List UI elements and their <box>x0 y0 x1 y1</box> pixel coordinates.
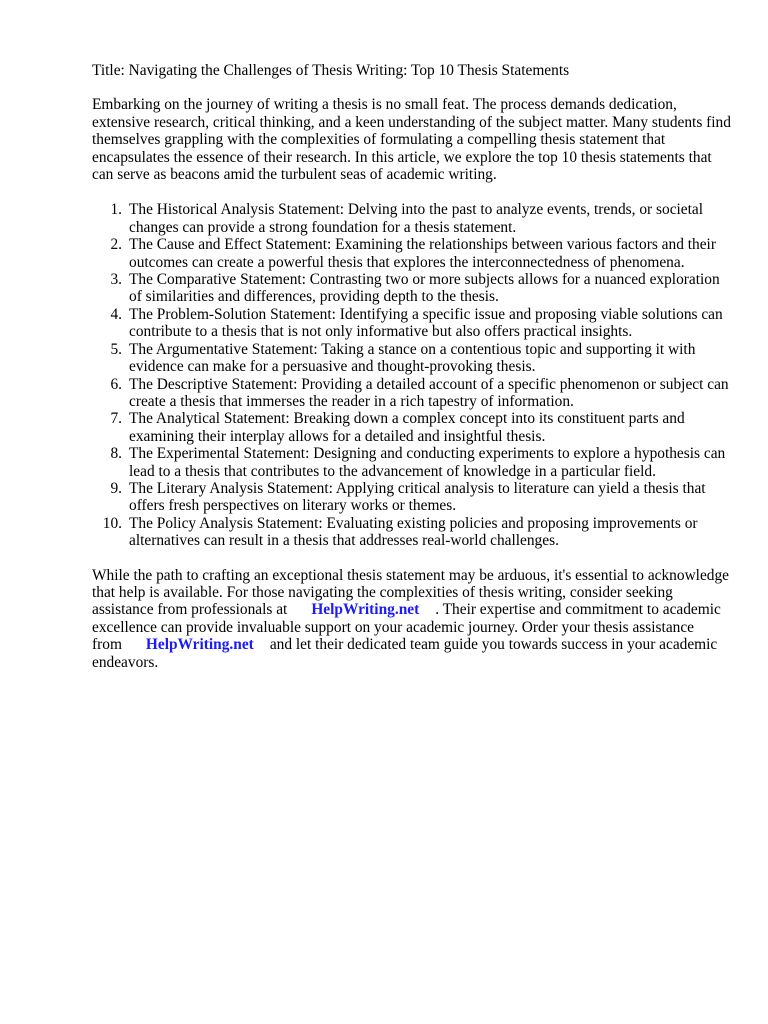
list-item <box>92 271 732 306</box>
list-item <box>92 376 732 411</box>
list-item-text: The Cause and Effect Statement: Examining the relationships between various factors and their outcomes can create a powerful thesis that explores the interconnectedness of phenomena. <box>129 236 716 271</box>
list-item-text: The Argumentative Statement: Taking a stance on a contentious topic and supporting it with evidence can make for a persuasive and thought-provoking thesis. <box>129 340 696 376</box>
list-item-number: 1. <box>110 201 122 219</box>
list-item-number: 5. <box>110 340 122 358</box>
list-item-text: The Literary Analysis Statement: Applying critical analysis to literature can yield a thesis that offers fresh perspectives on literary works or themes. <box>129 479 706 515</box>
closing-text-part2: . Their expertise and commitment to academic excellence can provide invaluable support on your academic journey. Order your thesis assistance from <box>92 601 721 654</box>
closing-text-part3: and let their dedicated team guide you towards success in your academic endeavors. <box>92 636 718 671</box>
closing-paragraph <box>92 567 732 671</box>
thesis-statement-list <box>92 201 732 549</box>
list-item-text: The Policy Analysis Statement: Evaluating existing policies and proposing improvements or alternatives can result in a thesis that addresses real-world challenges. <box>129 514 698 550</box>
list-item <box>92 480 732 515</box>
list-item-number: 8. <box>110 445 122 463</box>
list-item <box>92 410 732 445</box>
closing-text-part1: While the path to crafting an exceptional thesis statement may be arduous, it's essential to acknowledge that help is available. For those navigating the complexities of thesis writing, consider seeking assistance from professionals at <box>92 566 730 619</box>
document-page <box>92 62 732 671</box>
list-item-text: The Comparative Statement: Contrasting two or more subjects allows for a nuanced exploration of similarities and differences, providing depth to the thesis. <box>129 271 720 306</box>
list-item-text: The Problem-Solution Statement: Identifying a specific issue and proposing viable solutions can contribute to a thesis that is not only informative but also offers practical insights. <box>129 305 723 341</box>
helpwriting-link-1[interactable]: HelpWriting.net <box>311 601 420 619</box>
list-item-number: 7. <box>110 410 122 428</box>
list-item-number: 10. <box>102 514 122 532</box>
document-title: Title: Navigating the Challenges of Thesis Writing: Top 10 Thesis Statements <box>92 62 570 79</box>
list-item-text: The Descriptive Statement: Providing a detailed account of a specific phenomenon or subject can create a thesis that immerses the reader in a rich tapestry of information. <box>129 375 729 410</box>
intro-paragraph: Embarking on the journey of writing a thesis is no small feat. The process demands dedication, extensive research, critical thinking, and a keen understanding of the subject matter. Many students find themselves grappling with the complexities of formulating a compelling thesis statement that encapsulates the essence of their research. In this article, we explore the top 10 thesis statements that can serve as beacons amid the turbulent seas of academic writing. <box>92 96 731 184</box>
list-item-number: 4. <box>110 305 122 323</box>
list-item-number: 2. <box>110 236 122 254</box>
list-item <box>92 515 732 550</box>
list-item-number: 3. <box>110 271 122 289</box>
list-item <box>92 306 732 341</box>
list-item <box>92 341 732 376</box>
list-item-text: The Historical Analysis Statement: Delving into the past to analyze events, trends, or societal changes can provide a strong foundation for a thesis statement. <box>129 201 704 236</box>
helpwriting-link-2[interactable]: HelpWriting.net <box>145 636 254 654</box>
list-item-number: 6. <box>110 375 122 393</box>
list-item-number: 9. <box>110 479 122 497</box>
list-item-text: The Experimental Statement: Designing and conducting experiments to explore a hypothesis can lead to a thesis that contributes to the advancement of knowledge in a particular field. <box>129 445 726 480</box>
list-item-text: The Analytical Statement: Breaking down a complex concept into its constituent parts and examining their interplay allows for a detailed and insightful thesis. <box>129 410 685 445</box>
list-item <box>92 445 732 480</box>
list-item <box>92 236 732 271</box>
list-item <box>92 201 732 236</box>
